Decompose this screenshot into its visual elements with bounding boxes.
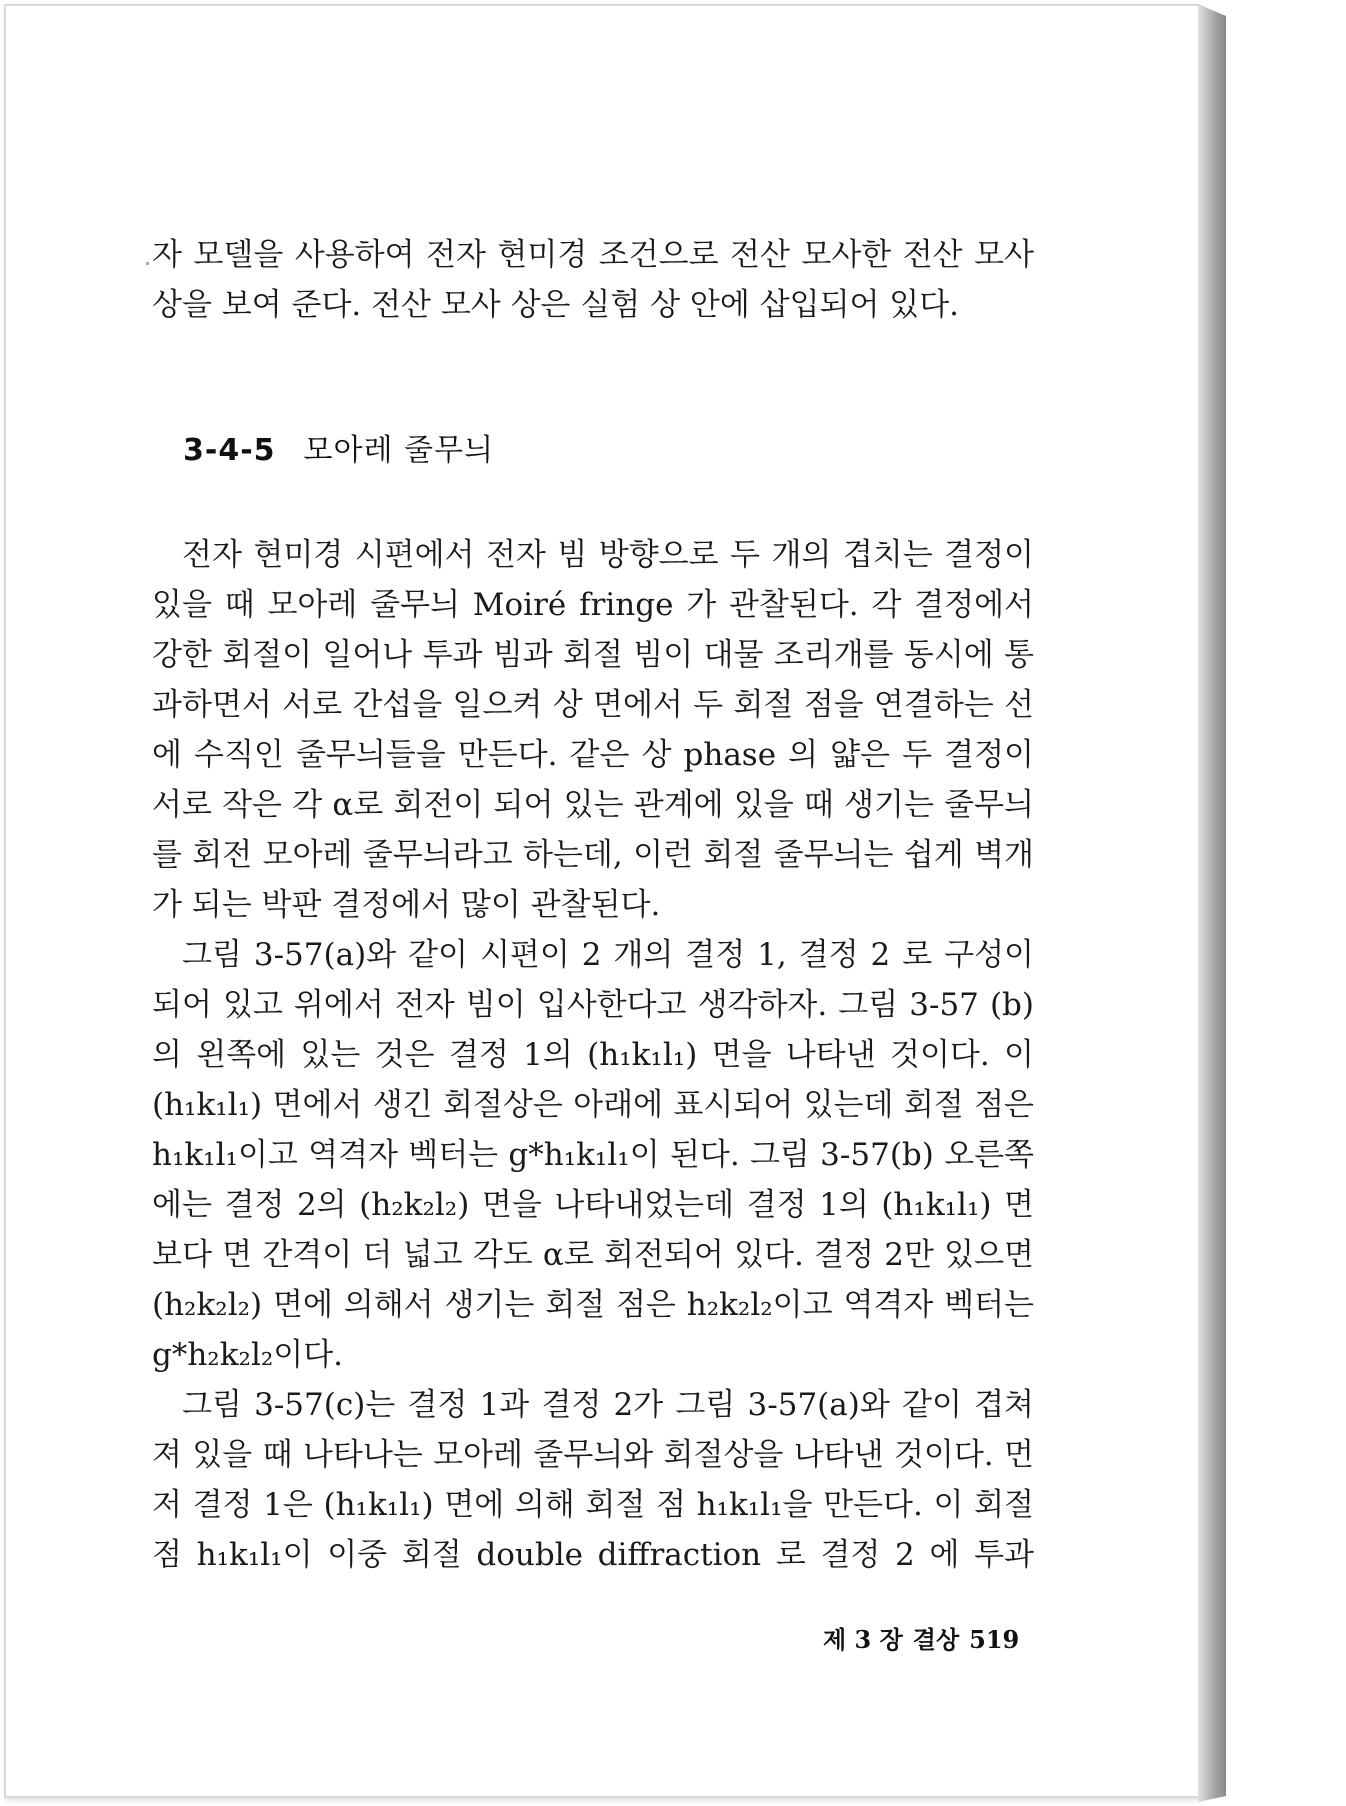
body-text-block <box>152 530 1034 1580</box>
book-spine-edge <box>1198 4 1226 1802</box>
section-number: 3-4-5 <box>183 433 276 468</box>
section-title: 모아레 줄무늬 <box>303 433 494 468</box>
footer-chapter: 제 3 장 <box>823 1625 903 1654</box>
footer-chapter-title: 결상 <box>912 1625 960 1654</box>
section-heading <box>183 425 494 469</box>
page-number: 519 <box>969 1625 1020 1654</box>
scan-speck <box>146 262 149 265</box>
intro-text-block <box>152 230 1034 330</box>
paragraph-moire-intro: 전자 현미경 시편에서 전자 빔 방향으로 두 개의 겹치는 결정이 있을 때 모아레 줄무늬 Moiré fringe 가 관찰된다. 각 결정에서 강한 회절이 일어나 투과 빔과 회절 빔이 대물 조리개를 동시에 통과하면서 서로 간섭을 일으켜 상 면에서 두 회절 점을 연결하는 선에 수직인 줄무늬들을 만든다. 같은 상 phase 의 얇은 두 결정이 서로 작은 각 α로 회전이 되어 있는 관계에 있을 때 생기는 줄무늬를 회전 모아레 줄무늬라고 하는데, 이런 회절 줄무늬는 쉽게 벽개가 되는 박판 결정에서 많이 관찰된다. <box>152 537 1034 923</box>
paragraph-figure-3-57-ab: 그림 3-57(a)와 같이 시편이 2 개의 결정 1, 결정 2 로 구성이 되어 있고 위에서 전자 빔이 입사한다고 생각하자. 그림 3-57 (b)의 왼쪽에 있는 것은 결정 1의 (h₁k₁l₁) 면을 나타낸 것이다. 이 (h₁k₁l₁) 면에서 생긴 회절상은 아래에 표시되어 있는데 회절 점은 h₁k₁l₁이고 역격자 벡터는 g*h₁k₁l₁이 된다. 그림 3-57(b) 오른쪽에는 결정 2의 (h₂k₂l₂) 면을 나타내었는데 결정 1의 (h₁k₁l₁) 면보다 면 간격이 더 넓고 각도 α로 회전되어 있다. 결정 2만 있으면 (h₂k₂l₂) 면에 의해서 생기는 회절 점은 h₂k₂l₂이고 역격자 벡터는 g*h₂k₂l₂이다. <box>152 937 1034 1373</box>
page-footer <box>813 1620 1019 1655</box>
intro-paragraph: 자 모델을 사용하여 전자 현미경 조건으로 전산 모사한 전산 모사 상을 보여 준다. 전산 모사 상은 실험 상 안에 삽입되어 있다. <box>152 237 1034 323</box>
paragraph-figure-3-57-c: 그림 3-57(c)는 결정 1과 결정 2가 그림 3-57(a)와 같이 겹쳐져 있을 때 나타나는 모아레 줄무늬와 회절상을 나타낸 것이다. 먼저 결정 1은 (h₁k₁l₁) 면에 의해 회절 점 h₁k₁l₁을 만든다. 이 회절 점 h₁k₁l₁이 이중 회절 double diffraction 로 결정 2 에 투과 <box>152 1387 1034 1573</box>
